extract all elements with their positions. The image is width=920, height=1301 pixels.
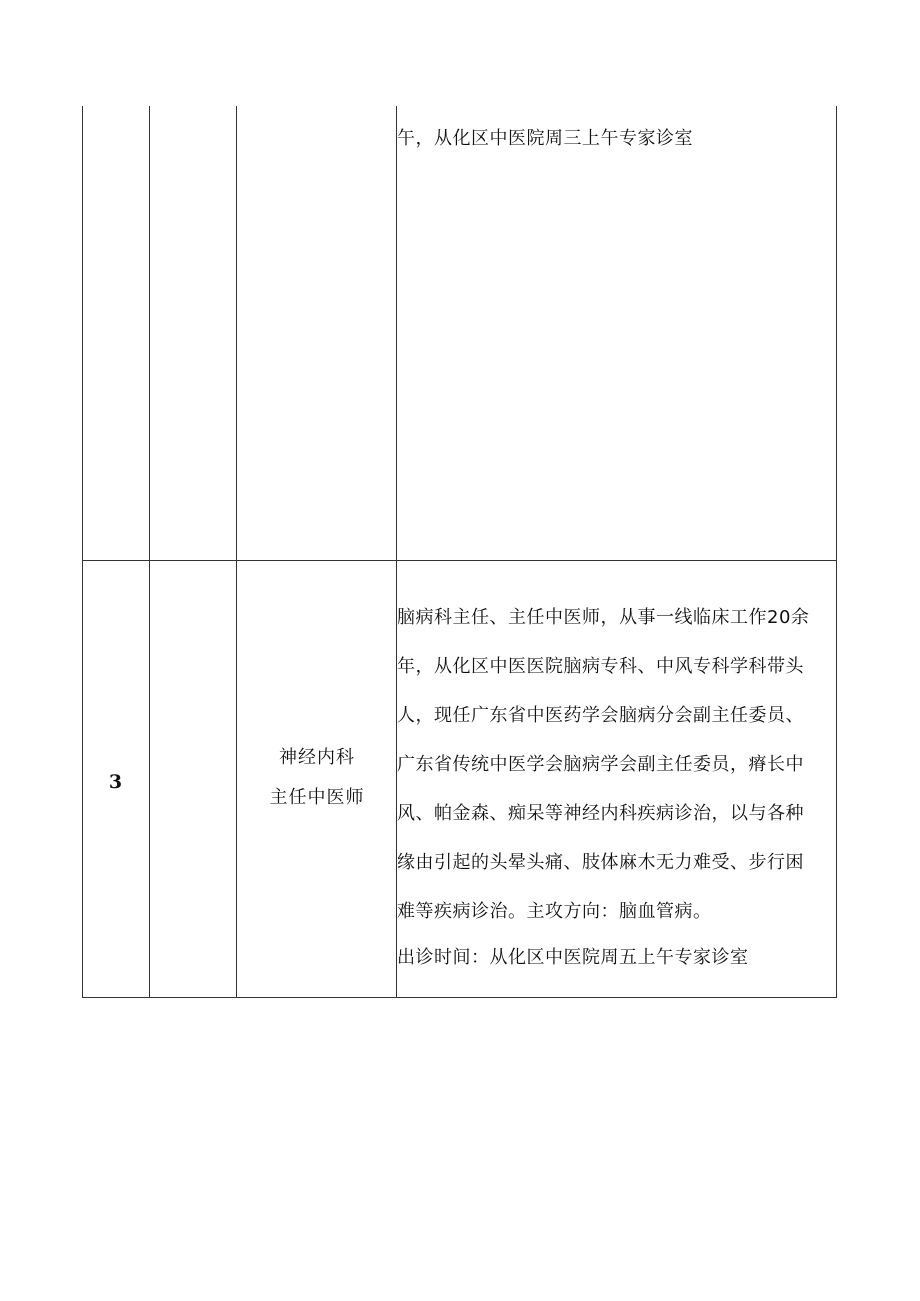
doctor-title: 主任中医师	[269, 787, 365, 808]
bio-line: 缘由引起的头晕头痛、肢体麻木无力难受、步行困	[397, 852, 804, 873]
bio-line: 广东省传统中医学会脑病学会副主任委员，瘠长中	[397, 754, 804, 775]
table-right-border	[836, 106, 837, 998]
clinic-schedule: 出诊时间：从化区中医院周五上午专家诊室	[397, 947, 749, 968]
row-number: 3	[108, 771, 123, 793]
bio-line: 年，从化区中医医院脑病专科、中风专科学科带头	[397, 656, 804, 677]
column-divider-1	[149, 106, 150, 998]
department-cell	[237, 745, 397, 825]
department-name: 神经内科	[279, 747, 355, 768]
bio-line: 难等疾病诊治。主攻方向：脑血管病。	[397, 901, 712, 922]
table-left-border	[82, 106, 83, 998]
table-bottom-border	[82, 997, 837, 998]
bio-line: 脑病科主任、主任中医师，从事一线临床工作20余	[397, 607, 810, 628]
continued-intro-text: 午，从化区中医院周三上午专家诊室	[397, 128, 693, 149]
column-divider-2	[236, 106, 237, 998]
bio-line: 风、帕金森、痴呆等神经内科疾病诊治，以与各种	[397, 803, 804, 824]
bio-line: 人，现任广东省中医药学会脑病分会副主任委员、	[397, 705, 804, 726]
row-divider	[82, 560, 837, 561]
doctor-bio	[397, 605, 835, 948]
